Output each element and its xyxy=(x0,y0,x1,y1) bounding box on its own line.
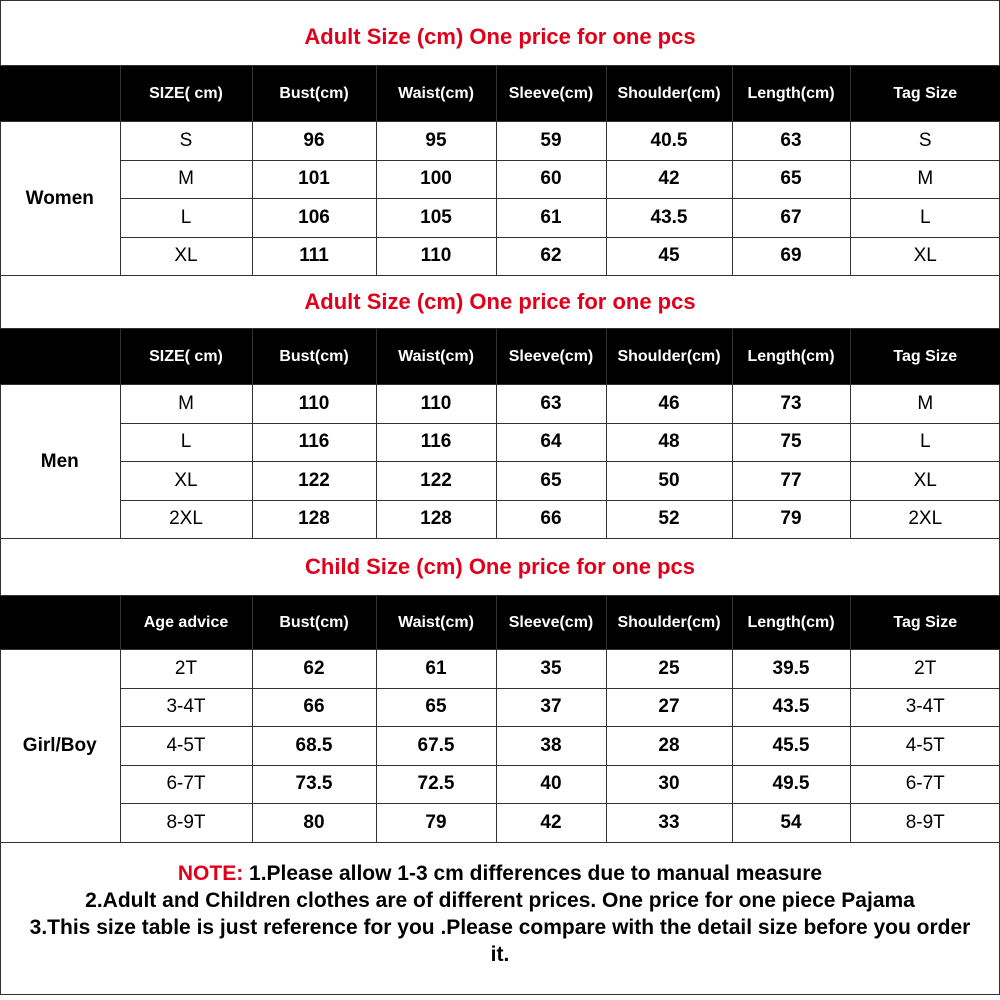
measurement-cell: 35 xyxy=(496,650,606,689)
tag-size-cell: M xyxy=(850,385,1000,424)
measurement-cell: 67.5 xyxy=(376,727,496,766)
tag-size-cell: M xyxy=(850,160,1000,199)
column-header: Waist(cm) xyxy=(376,66,496,122)
measurement-cell: 43.5 xyxy=(732,688,850,727)
table-row xyxy=(0,385,1000,424)
tag-size-cell: 4-5T xyxy=(850,727,1000,766)
measurement-cell: 33 xyxy=(606,804,732,843)
size-cell: L xyxy=(120,423,252,462)
measurement-cell: 100 xyxy=(376,160,496,199)
column-header: Sleeve(cm) xyxy=(496,329,606,385)
measurement-cell: 48 xyxy=(606,423,732,462)
column-header: SIZE( cm) xyxy=(120,66,252,122)
tag-size-cell: 3-4T xyxy=(850,688,1000,727)
measurement-cell: 75 xyxy=(732,423,850,462)
measurement-cell: 62 xyxy=(252,650,376,689)
note-label: NOTE: xyxy=(177,862,244,885)
column-header: SIZE( cm) xyxy=(120,329,252,385)
category-label: Girl/Boy xyxy=(0,650,120,843)
measurement-cell: 62 xyxy=(496,237,606,276)
column-header: Sleeve(cm) xyxy=(496,66,606,122)
measurement-cell: 65 xyxy=(496,462,606,501)
column-header: Tag Size xyxy=(850,329,1000,385)
measurement-cell: 40.5 xyxy=(606,122,732,161)
measurement-cell: 61 xyxy=(376,650,496,689)
size-cell: XL xyxy=(120,462,252,501)
tag-size-cell: L xyxy=(850,199,1000,238)
column-header: Shoulder(cm) xyxy=(606,66,732,122)
table-row xyxy=(0,237,1000,276)
tag-size-cell: 2XL xyxy=(850,500,1000,539)
column-header: Bust(cm) xyxy=(252,66,376,122)
measurement-cell: 67 xyxy=(732,199,850,238)
measurement-cell: 63 xyxy=(732,122,850,161)
measurement-cell: 101 xyxy=(252,160,376,199)
measurement-cell: 25 xyxy=(606,650,732,689)
size-table-women xyxy=(0,65,1000,276)
size-cell: XL xyxy=(120,237,252,276)
measurement-cell: 52 xyxy=(606,500,732,539)
section-title-child: Child Size (cm) One price for one pcs xyxy=(305,554,695,579)
note-text-1: 1.Please allow 1-3 cm differences due to manual measure xyxy=(243,862,823,885)
measurement-cell: 80 xyxy=(252,804,376,843)
measurement-cell: 49.5 xyxy=(732,765,850,804)
section-title-men: Adult Size (cm) One price for one pcs xyxy=(304,289,696,314)
size-cell: M xyxy=(120,385,252,424)
measurement-cell: 128 xyxy=(252,500,376,539)
size-cell: 6-7T xyxy=(120,765,252,804)
column-header: Age advice xyxy=(120,596,252,650)
measurement-cell: 46 xyxy=(606,385,732,424)
note-line-3: 3.This size table is just reference for you .Please compare with the detail size before you order it. xyxy=(29,916,971,966)
measurement-cell: 110 xyxy=(252,385,376,424)
measurement-cell: 63 xyxy=(496,385,606,424)
note-block xyxy=(0,860,1000,968)
measurement-cell: 72.5 xyxy=(376,765,496,804)
size-cell: L xyxy=(120,199,252,238)
table-row xyxy=(0,423,1000,462)
measurement-cell: 122 xyxy=(376,462,496,501)
measurement-cell: 96 xyxy=(252,122,376,161)
column-header: Bust(cm) xyxy=(252,329,376,385)
measurement-cell: 59 xyxy=(496,122,606,161)
table-row xyxy=(0,122,1000,161)
measurement-cell: 38 xyxy=(496,727,606,766)
note-line-2: 2.Adult and Children clothes are of different prices. One price for one piece Pajama xyxy=(85,889,915,912)
header-blank-cell xyxy=(0,66,120,122)
column-header: Tag Size xyxy=(850,596,1000,650)
table-row xyxy=(0,765,1000,804)
table-row xyxy=(0,727,1000,766)
measurement-cell: 73.5 xyxy=(252,765,376,804)
tag-size-cell: 2T xyxy=(850,650,1000,689)
measurement-cell: 77 xyxy=(732,462,850,501)
measurement-cell: 66 xyxy=(496,500,606,539)
measurement-cell: 42 xyxy=(496,804,606,843)
measurement-cell: 79 xyxy=(732,500,850,539)
column-header: Length(cm) xyxy=(732,66,850,122)
section-title-women: Adult Size (cm) One price for one pcs xyxy=(304,24,696,49)
measurement-cell: 66 xyxy=(252,688,376,727)
measurement-cell: 69 xyxy=(732,237,850,276)
column-header: Bust(cm) xyxy=(252,596,376,650)
measurement-cell: 65 xyxy=(376,688,496,727)
table-header-row xyxy=(0,596,1000,650)
measurement-cell: 45 xyxy=(606,237,732,276)
measurement-cell: 42 xyxy=(606,160,732,199)
measurement-cell: 106 xyxy=(252,199,376,238)
column-header: Length(cm) xyxy=(732,329,850,385)
size-cell: S xyxy=(120,122,252,161)
measurement-cell: 95 xyxy=(376,122,496,161)
measurement-cell: 50 xyxy=(606,462,732,501)
size-table-men xyxy=(0,328,1000,539)
table-header-row xyxy=(0,329,1000,385)
column-header: Waist(cm) xyxy=(376,596,496,650)
column-header: Length(cm) xyxy=(732,596,850,650)
measurement-cell: 60 xyxy=(496,160,606,199)
measurement-cell: 73 xyxy=(732,385,850,424)
column-header: Shoulder(cm) xyxy=(606,596,732,650)
column-header: Sleeve(cm) xyxy=(496,596,606,650)
measurement-cell: 30 xyxy=(606,765,732,804)
measurement-cell: 116 xyxy=(252,423,376,462)
measurement-cell: 111 xyxy=(252,237,376,276)
column-header: Tag Size xyxy=(850,66,1000,122)
measurement-cell: 28 xyxy=(606,727,732,766)
size-cell: 3-4T xyxy=(120,688,252,727)
table-row xyxy=(0,160,1000,199)
table-row xyxy=(0,650,1000,689)
table-row xyxy=(0,462,1000,501)
tag-size-cell: L xyxy=(850,423,1000,462)
measurement-cell: 110 xyxy=(376,385,496,424)
table-row xyxy=(0,804,1000,843)
size-cell: 8-9T xyxy=(120,804,252,843)
header-blank-cell xyxy=(0,329,120,385)
size-cell: 2XL xyxy=(120,500,252,539)
size-cell: 2T xyxy=(120,650,252,689)
column-header: Waist(cm) xyxy=(376,329,496,385)
column-header: Shoulder(cm) xyxy=(606,329,732,385)
category-label: Men xyxy=(0,385,120,539)
note-line-1 xyxy=(0,860,1000,887)
category-label: Women xyxy=(0,122,120,276)
measurement-cell: 37 xyxy=(496,688,606,727)
size-table-child xyxy=(0,595,1000,843)
table-row xyxy=(0,199,1000,238)
tag-size-cell: XL xyxy=(850,462,1000,501)
tag-size-cell: 6-7T xyxy=(850,765,1000,804)
size-cell: M xyxy=(120,160,252,199)
measurement-cell: 105 xyxy=(376,199,496,238)
measurement-cell: 79 xyxy=(376,804,496,843)
measurement-cell: 61 xyxy=(496,199,606,238)
size-cell: 4-5T xyxy=(120,727,252,766)
measurement-cell: 122 xyxy=(252,462,376,501)
header-blank-cell xyxy=(0,596,120,650)
table-row xyxy=(0,500,1000,539)
table-header-row xyxy=(0,66,1000,122)
measurement-cell: 64 xyxy=(496,423,606,462)
measurement-cell: 40 xyxy=(496,765,606,804)
tag-size-cell: XL xyxy=(850,237,1000,276)
measurement-cell: 65 xyxy=(732,160,850,199)
measurement-cell: 43.5 xyxy=(606,199,732,238)
measurement-cell: 54 xyxy=(732,804,850,843)
measurement-cell: 128 xyxy=(376,500,496,539)
measurement-cell: 45.5 xyxy=(732,727,850,766)
measurement-cell: 27 xyxy=(606,688,732,727)
tag-size-cell: 8-9T xyxy=(850,804,1000,843)
measurement-cell: 116 xyxy=(376,423,496,462)
measurement-cell: 110 xyxy=(376,237,496,276)
measurement-cell: 68.5 xyxy=(252,727,376,766)
measurement-cell: 39.5 xyxy=(732,650,850,689)
table-row xyxy=(0,688,1000,727)
tag-size-cell: S xyxy=(850,122,1000,161)
